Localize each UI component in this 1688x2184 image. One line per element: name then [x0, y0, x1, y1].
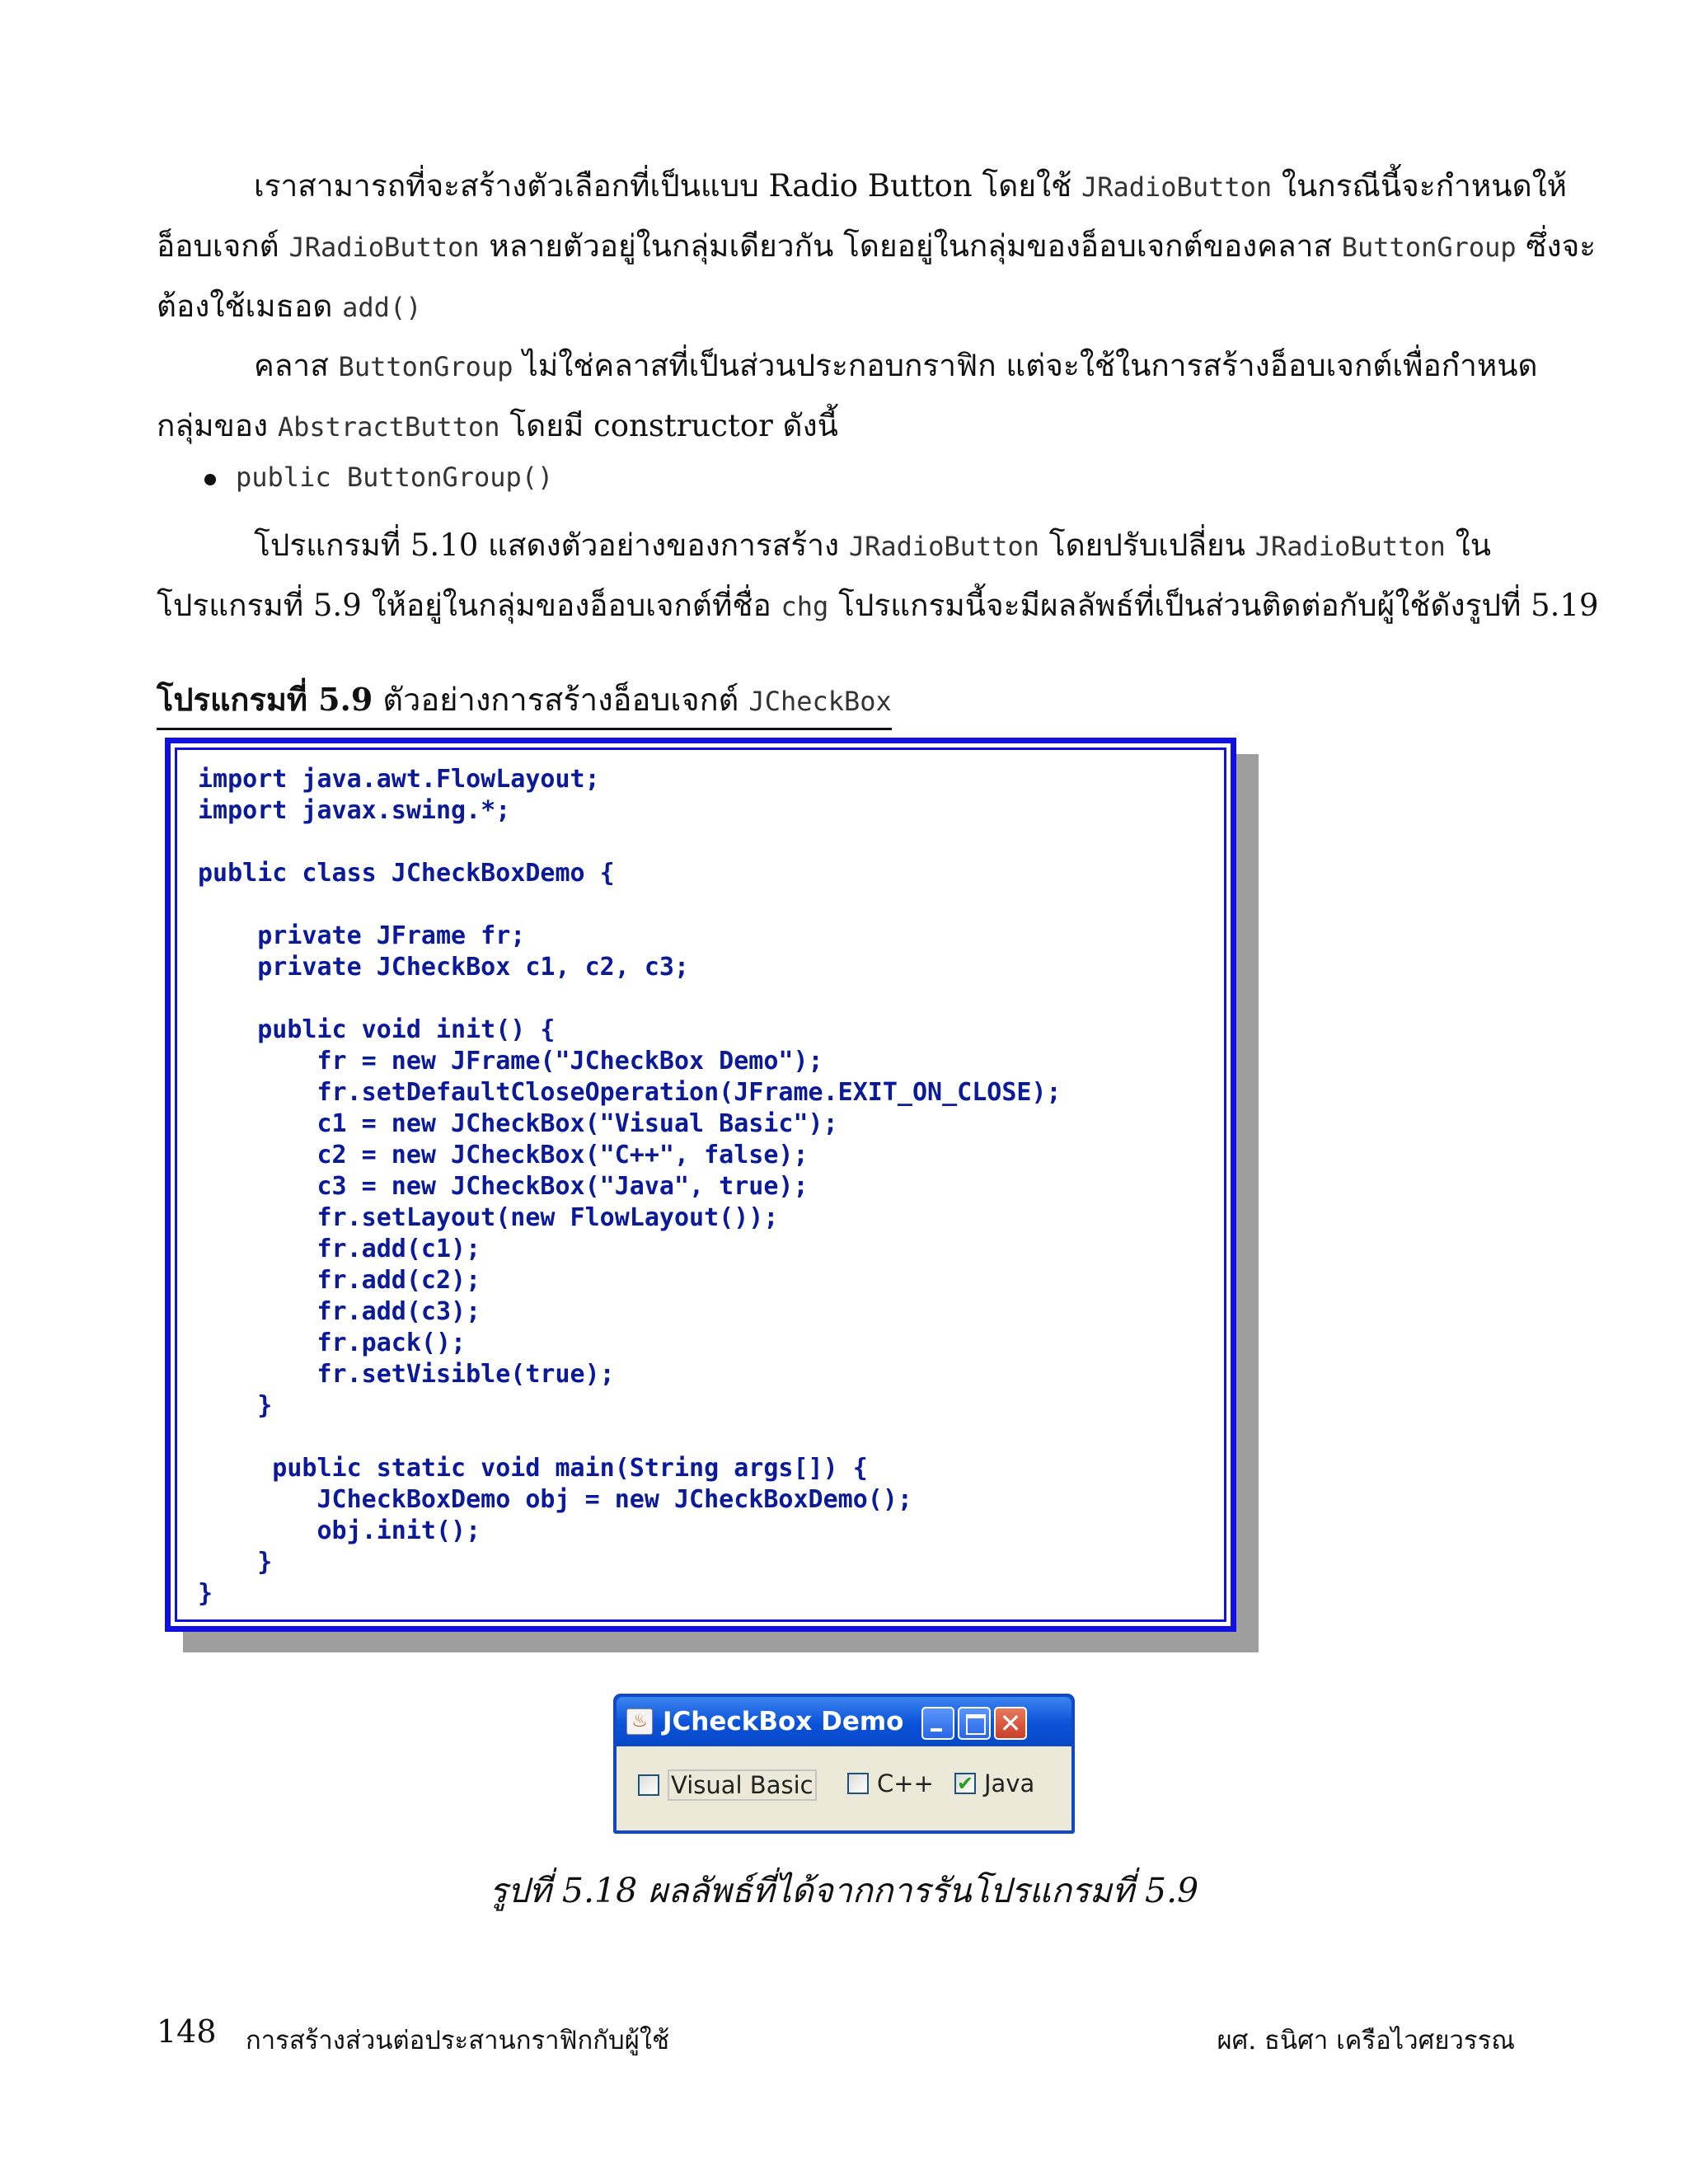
java-cup-icon: ♨	[626, 1708, 653, 1735]
text: โปรแกรมที่ 5.10 แสดงตัวอย่างของการสร้าง	[254, 527, 849, 563]
checkbox-checked-icon[interactable]: ✔	[954, 1773, 976, 1794]
minimize-button[interactable]	[921, 1707, 954, 1740]
footer-author: ผศ. ธนิศา เครือไวศยวรรณ	[1217, 2026, 1515, 2055]
checkbox-label: Visual Basic	[668, 1769, 817, 1801]
bullet-text: public ButtonGroup()	[236, 462, 554, 493]
checkbox-label: Java	[984, 1769, 1035, 1797]
paragraph-radio-button-intro	[157, 157, 1597, 337]
checkbox-box[interactable]	[638, 1774, 659, 1796]
code-inline: JRadioButton	[1081, 171, 1273, 203]
maximize-button[interactable]	[958, 1707, 991, 1740]
text: กลุ่มของ	[157, 408, 278, 443]
text: คลาส	[254, 348, 339, 383]
bullet-icon	[204, 474, 216, 485]
paragraph-button-group	[157, 336, 1538, 457]
checkbox-label: C++	[877, 1769, 934, 1797]
checkbox-java[interactable]	[954, 1769, 1034, 1797]
text: อ็อบเจกต์	[157, 228, 289, 264]
window-title: JCheckBox Demo	[663, 1707, 904, 1736]
constructor-bullet	[204, 462, 553, 493]
program-caption	[157, 674, 892, 730]
checkbox-cpp[interactable]	[847, 1769, 934, 1797]
window-content	[617, 1746, 1071, 1830]
code-inline: add()	[342, 292, 422, 323]
code-listing: import java.awt.FlowLayout; import javax.swing.*; public class JCheckBoxDemo { private JFrame fr; private JCheckBox c1, c2, c3; public void init() { fr = new JFrame("JCheckBox Demo"); fr.setDefaultCloseOperation(JFrame.EXIT_ON_CLOSE); c1 = new JCheckBox("Visual Basic"); c2 = new JCheckBox("C++", false); c3 = new JCheckBox("Java", true); fr.setLayout(new FlowLayout()); fr.add(c1); fr.add(c2); fr.add(c3); fr.pack(); fr.setVisible(true); } public static void main(String args[]) { JCheckBoxDemo obj = new JCheckBoxDemo(); obj.init(); } }	[198, 765, 1062, 1608]
text: ใน	[1445, 527, 1492, 563]
text: ซึ่งจะ	[1516, 228, 1597, 264]
code-inline: chg	[781, 591, 829, 622]
text: โดยมี constructor ดังนี้	[499, 408, 838, 443]
page-number: 148	[157, 2013, 217, 2050]
checkbox-box[interactable]	[847, 1773, 869, 1794]
title-bar[interactable]	[617, 1697, 1071, 1746]
close-button[interactable]: ✕	[994, 1707, 1027, 1740]
text: ต้องใช้เมธอด	[157, 288, 343, 324]
code-inline: JRadioButton	[848, 531, 1039, 562]
text: ในกรณีนี้จะกำหนดให้	[1272, 168, 1568, 204]
footer-book-title: การสร้างส่วนต่อประสานกราฟิกกับผู้ใช้	[246, 2026, 670, 2055]
code-listing-box	[165, 738, 1236, 1632]
code-inline: JRadioButton	[288, 232, 480, 263]
code-inline: JRadioButton	[1254, 531, 1446, 562]
text: เราสามารถที่จะสร้างตัวเลือกที่เป็นแบบ Radio Button โดยใช้	[254, 168, 1081, 204]
code-inline: AbstractButton	[277, 411, 500, 443]
figure-caption: รูปที่ 5.18 ผลลัพธ์ที่ได้จากการรันโปรแกรมที่ 5.9	[489, 1871, 1199, 1910]
program-label: โปรแกรมที่ 5.9	[157, 681, 373, 718]
code-inline: ButtonGroup	[1341, 232, 1517, 263]
program-caption-code: JCheckBox	[748, 686, 892, 717]
text: โปรแกรมที่ 5.9 ให้อยู่ในกลุ่มของอ็อบเจกต์ที่ชื่อ	[157, 588, 781, 623]
jcheckbox-demo-window	[613, 1694, 1075, 1834]
text: หลายตัวอยู่ในกลุ่มเดียวกัน โดยอยู่ในกลุ่มของอ็อบเจกต์ของคลาส	[479, 228, 1342, 264]
text: โดยปรับเปลี่ยน	[1039, 527, 1255, 563]
program-caption-text: ตัวอย่างการสร้างอ็อบเจกต์	[373, 682, 749, 718]
checkbox-visual-basic[interactable]	[638, 1769, 817, 1801]
code-inline: ButtonGroup	[338, 351, 513, 382]
text: โปรแกรมนี้จะมีผลลัพธ์ที่เป็นส่วนติดต่อกับผู้ใช้ดังรูปที่ 5.19	[828, 588, 1599, 623]
text: ไม่ใช่คลาสที่เป็นส่วนประกอบกราฟิก แต่จะใช้ในการสร้างอ็อบเจกต์เพื่อกำหนด	[513, 348, 1538, 383]
paragraph-program-5-10	[157, 516, 1599, 636]
